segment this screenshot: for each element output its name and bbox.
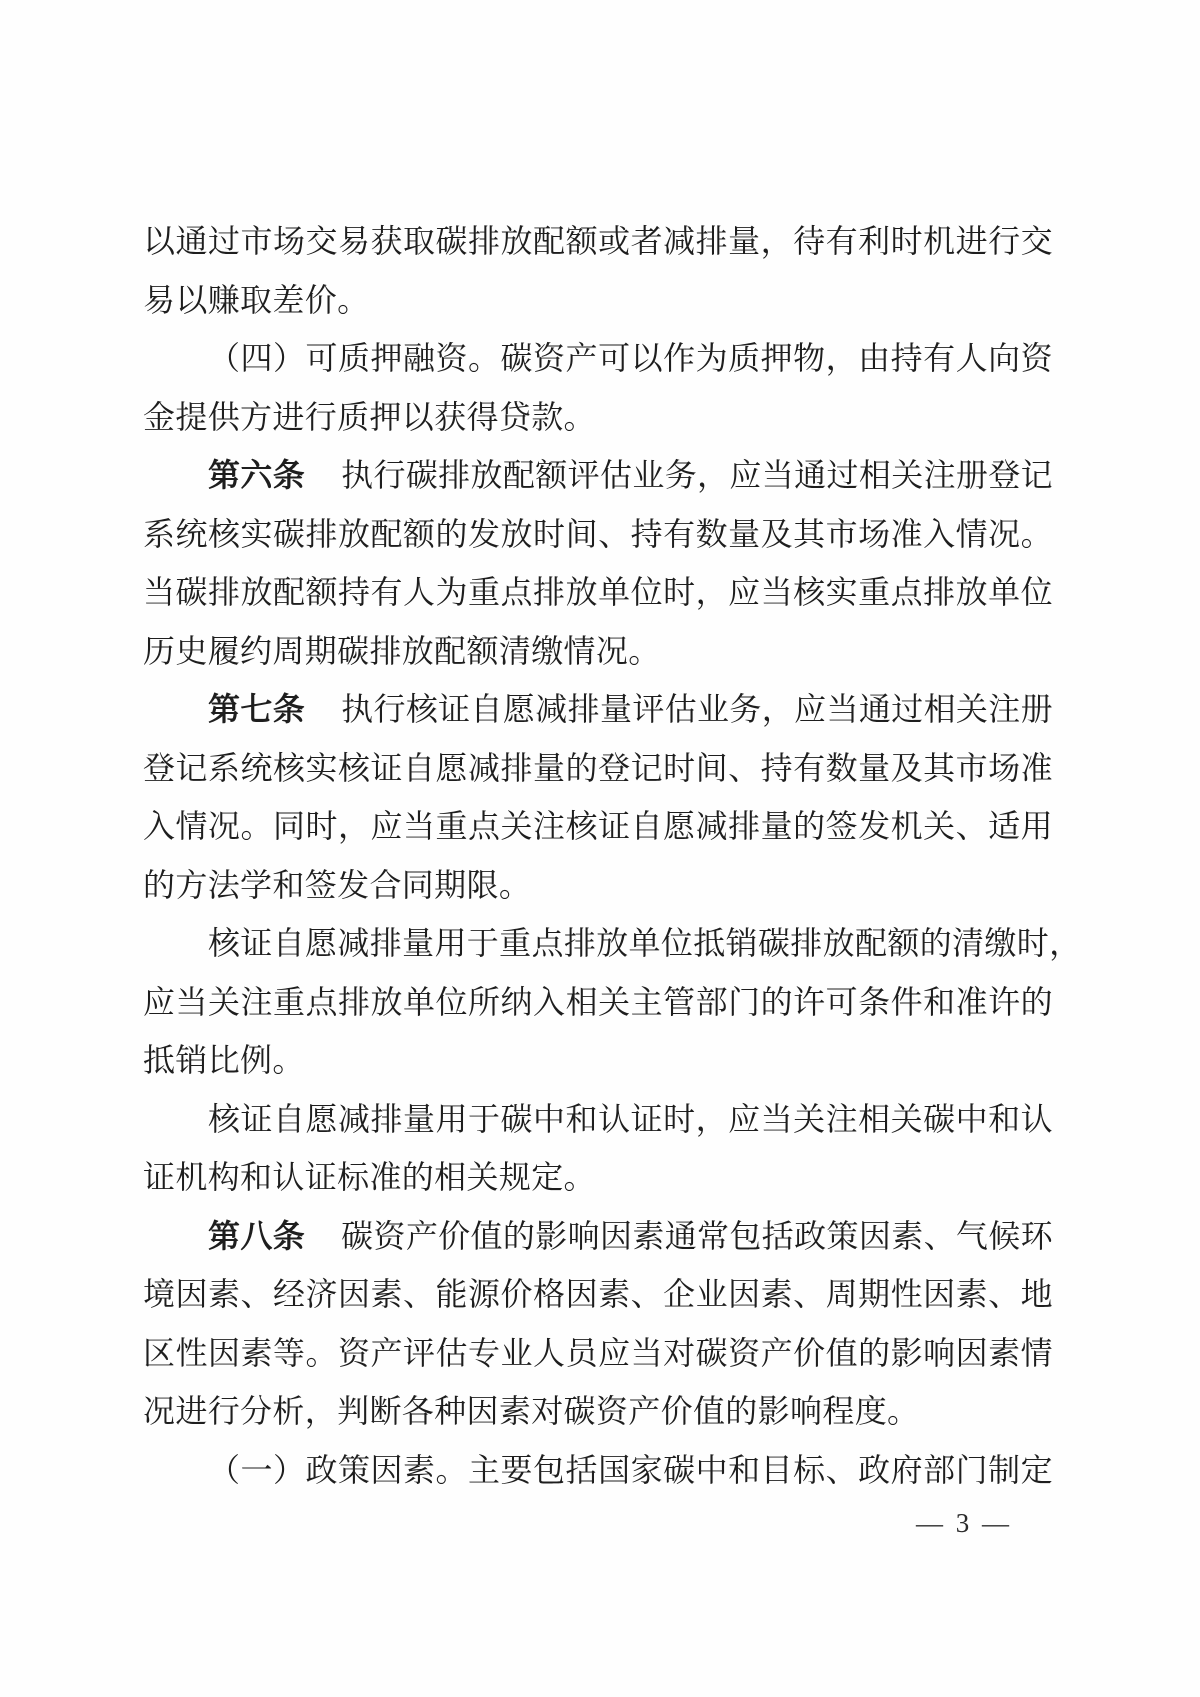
line-text: 执行核证自愿减排量评估业务，应当通过相关注册 [341, 691, 1053, 727]
line-text: 入情况。同时，应当重点关注核证自愿减排量的签发机关、适用 [143, 808, 1053, 844]
line-text: 执行碳排放配额评估业务，应当通过相关注册登记 [341, 457, 1053, 493]
text-line [143, 1441, 1053, 1500]
text-line [143, 505, 1053, 564]
line-text: 境因素、经济因素、能源价格因素、企业因素、周期性因素、地 [143, 1276, 1053, 1312]
line-text: 况进行分析，判断各种因素对碳资产价值的影响程度。 [143, 1393, 920, 1429]
text-line [143, 329, 1053, 388]
line-text: 系统核实碳排放配额的发放时间、持有数量及其市场准入情况。 [143, 515, 1053, 552]
line-text: 区性因素等。资产评估专业人员应当对碳资产价值的影响因素情 [143, 1334, 1053, 1371]
line-text: 金提供方进行质押以获得贷款。 [143, 398, 596, 435]
text-line [143, 797, 1053, 856]
text-line [143, 1207, 1053, 1266]
article-number: 第六条 [208, 457, 306, 493]
text-line [143, 973, 1053, 1032]
text-line [143, 388, 1053, 447]
text-line [143, 680, 1053, 739]
line-text: 核证自愿减排量用于碳中和认证时，应当关注相关碳中和认 [208, 1100, 1053, 1137]
text-line [143, 1382, 1053, 1441]
line-text: 易以赚取差价。 [143, 281, 370, 318]
line-text: 抵销比例。 [143, 1042, 305, 1078]
text-line [143, 446, 1053, 505]
line-text: 碳资产价值的影响因素通常包括政策因素、气候环 [341, 1217, 1053, 1254]
text-line [143, 856, 1053, 915]
text-line [143, 1148, 1053, 1207]
line-text: （四）可质押融资。碳资产可以作为质押物，由持有人向资 [208, 340, 1053, 376]
line-text: 登记系统核实核证自愿减排量的登记时间、持有数量及其市场准 [143, 749, 1053, 786]
text-line [143, 1090, 1053, 1149]
text-line [143, 914, 1082, 973]
document-body [143, 212, 1082, 1499]
page-number: — 3 — [916, 1508, 1012, 1538]
text-line [143, 271, 1053, 330]
text-line [143, 622, 1053, 681]
text-line [143, 1265, 1053, 1324]
text-line [143, 739, 1053, 798]
text-line [143, 1031, 1053, 1090]
line-text: （一）政策因素。主要包括国家碳中和目标、政府部门制定 [208, 1451, 1053, 1488]
line-text: 的方法学和签发合同期限。 [143, 866, 532, 903]
article-number: 第八条 [208, 1217, 306, 1254]
text-line [143, 563, 1053, 622]
line-text: 证机构和认证标准的相关规定。 [143, 1159, 596, 1195]
text-line [143, 212, 1053, 271]
line-text: 历史履约周期碳排放配额清缴情况。 [143, 632, 661, 669]
line-text: 应当关注重点排放单位所纳入相关主管部门的许可条件和准许的 [143, 983, 1053, 1020]
line-text: 核证自愿减排量用于重点排放单位抵销碳排放配额的清缴时， [208, 925, 1082, 961]
line-text: 当碳排放配额持有人为重点排放单位时，应当核实重点排放单位 [143, 574, 1053, 610]
line-text: 以通过市场交易获取碳排放配额或者减排量，待有利时机进行交 [143, 223, 1053, 259]
text-line [143, 1324, 1053, 1383]
article-number: 第七条 [208, 691, 306, 727]
